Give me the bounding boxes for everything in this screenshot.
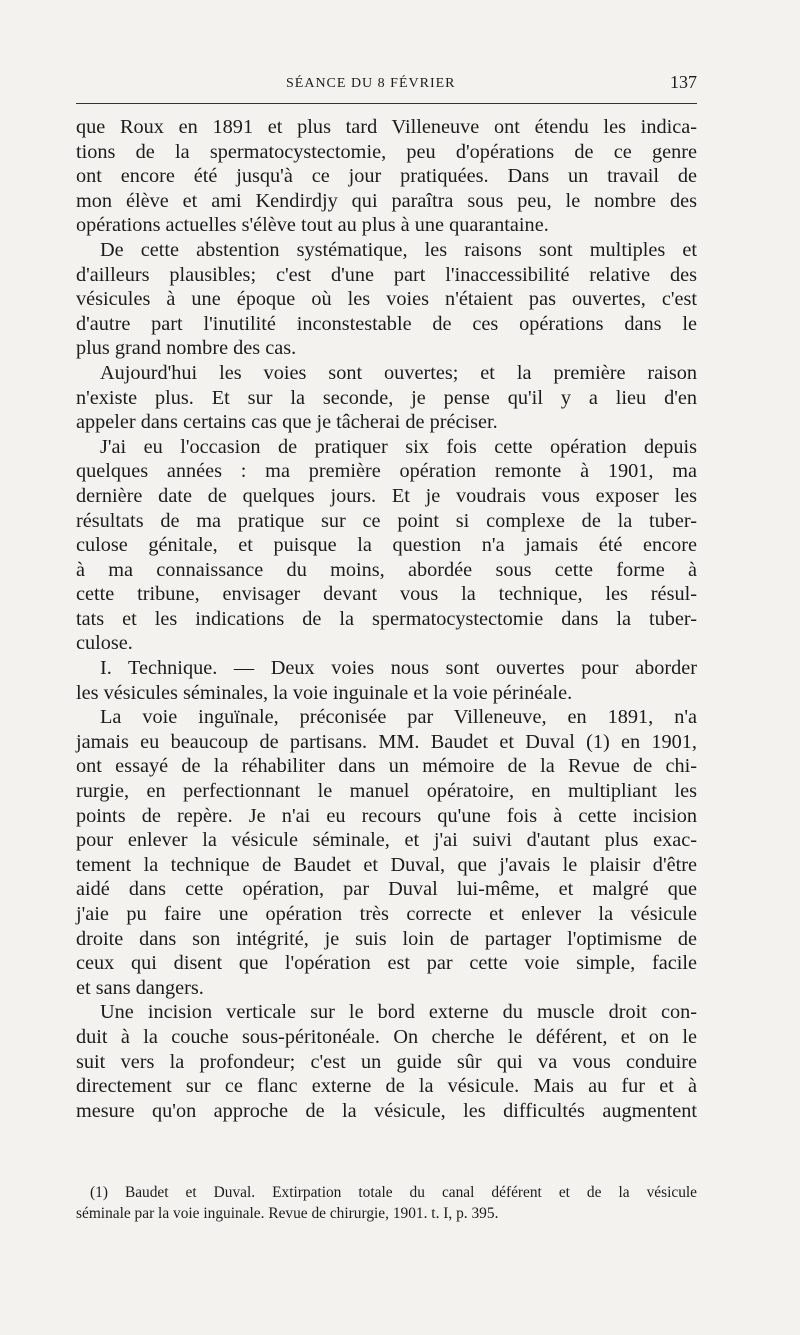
text-line: droite dans son intégrité, je suis loin de partager l'optimisme de <box>76 927 697 950</box>
text-line: les vésicules séminales, la voie inguinale et la voie périnéale. <box>76 681 573 704</box>
page-number: 137 <box>670 72 697 92</box>
text-line: jamais eu beaucoup de partisans. MM. Baudet et Duval (1) en 1901, <box>76 730 697 753</box>
text-line: à ma connaissance du moins, abordée sous cette forme à <box>76 558 697 581</box>
text-line: points de repère. Je n'ai eu recours qu'une fois à cette incision <box>76 804 697 827</box>
header-rule <box>76 103 697 104</box>
text-line: n'existe plus. Et sur la seconde, je pense qu'il y a lieu d'en <box>76 386 697 409</box>
text-line: ceux qui disent que l'opération est par cette voie simple, facile <box>76 952 697 975</box>
text-line: pour enlever la vésicule séminale, et j'ai suivi d'autant plus exac- <box>76 829 697 852</box>
text-line: plus grand nombre des cas. <box>76 337 297 360</box>
text-line: culose. <box>76 632 133 655</box>
text-line: j'aie pu faire une opération très correcte et enlever la vésicule <box>76 903 697 925</box>
text-line: duit à la couche sous-péritonéale. On cherche le déférent, et on le <box>76 1025 697 1048</box>
text-line: appeler dans certains cas que je tâcherai de préciser. <box>76 411 498 434</box>
text-line: d'ailleurs plausibles; c'est d'une part l'inaccessibilité relative des <box>76 263 697 286</box>
text-line: d'autre part l'inutilité inconstestable de ces opérations dans le <box>76 312 697 335</box>
text-line: quelques années : ma première opération remonte à 1901, ma <box>76 460 697 483</box>
text-line: Une incision verticale sur le bord externe du muscle droit con- <box>100 1001 697 1024</box>
text-line: Aujourd'hui les voies sont ouvertes; et la première raison <box>100 361 697 384</box>
text-line: De cette abstention systématique, les raisons sont multiples et <box>100 238 697 261</box>
footnote-line: (1) Baudet et Duval. Extirpation totale du canal déférent et de la vésicule <box>90 1184 697 1201</box>
text-line: culose génitale, et puisque la question n'a jamais été encore <box>76 534 697 557</box>
text-line: La voie inguïnale, préconisée par Villeneuve, en 1891, n'a <box>100 706 697 729</box>
text-line: mesure qu'on approche de la vésicule, les difficultés augmentent <box>76 1099 697 1122</box>
text-line: tement la technique de Baudet et Duval, que j'avais le plaisir d'être <box>76 853 697 876</box>
text-line: I. Technique. — Deux voies nous sont ouvertes pour aborder <box>100 657 697 680</box>
page-header <box>76 62 697 102</box>
text-line: ont essayé de la réhabiliter dans un mémoire de la Revue de chi- <box>76 755 697 778</box>
text-line: tions de la spermatocystectomie, peu d'opérations de ce genre <box>76 140 697 163</box>
text-line: tats et les indications de la spermatocystectomie dans la tuber- <box>76 607 697 630</box>
footnote-line: séminale par la voie inguinale. Revue de chirurgie, 1901. t. I, p. 395. <box>76 1205 499 1222</box>
text-line: rurgie, en perfectionnant le manuel opératoire, en multipliant les <box>76 780 697 803</box>
text-line: vésicules à une époque où les voies n'étaient pas ouvertes, c'est <box>76 288 697 311</box>
text-line: que Roux en 1891 et plus tard Villeneuve ont étendu les indica- <box>76 116 697 138</box>
footnote <box>76 1182 697 1224</box>
text-line: aidé dans cette opération, par Duval lui-même, et malgré que <box>76 878 697 901</box>
text-line: et sans dangers. <box>76 976 204 999</box>
text-line: directement sur ce flanc externe de la vésicule. Mais au fur et à <box>76 1075 697 1098</box>
running-title: SÉANCE DU 8 FÉVRIER <box>286 76 456 91</box>
text-line: suit vers la profondeur; c'est un guide sûr qui va vous conduire <box>76 1050 697 1073</box>
text-line: opérations actuelles s'élève tout au plus à une quarantaine. <box>76 214 549 237</box>
text-line: mon élève et ami Kendirdjy qui paraîtra sous peu, le nombre des <box>76 189 697 212</box>
text-line: ont encore été jusqu'à ce jour pratiquées. Dans un travail de <box>76 165 697 188</box>
text-line: dernière date de quelques jours. Et je voudrais vous exposer les <box>76 484 697 507</box>
body-text <box>76 115 697 1123</box>
text-line: résultats de ma pratique sur ce point si complexe de la tuber- <box>76 509 697 532</box>
text-line: cette tribune, envisager devant vous la technique, les résul- <box>76 583 697 606</box>
text-line: J'ai eu l'occasion de pratiquer six fois cette opération depuis <box>100 435 697 458</box>
